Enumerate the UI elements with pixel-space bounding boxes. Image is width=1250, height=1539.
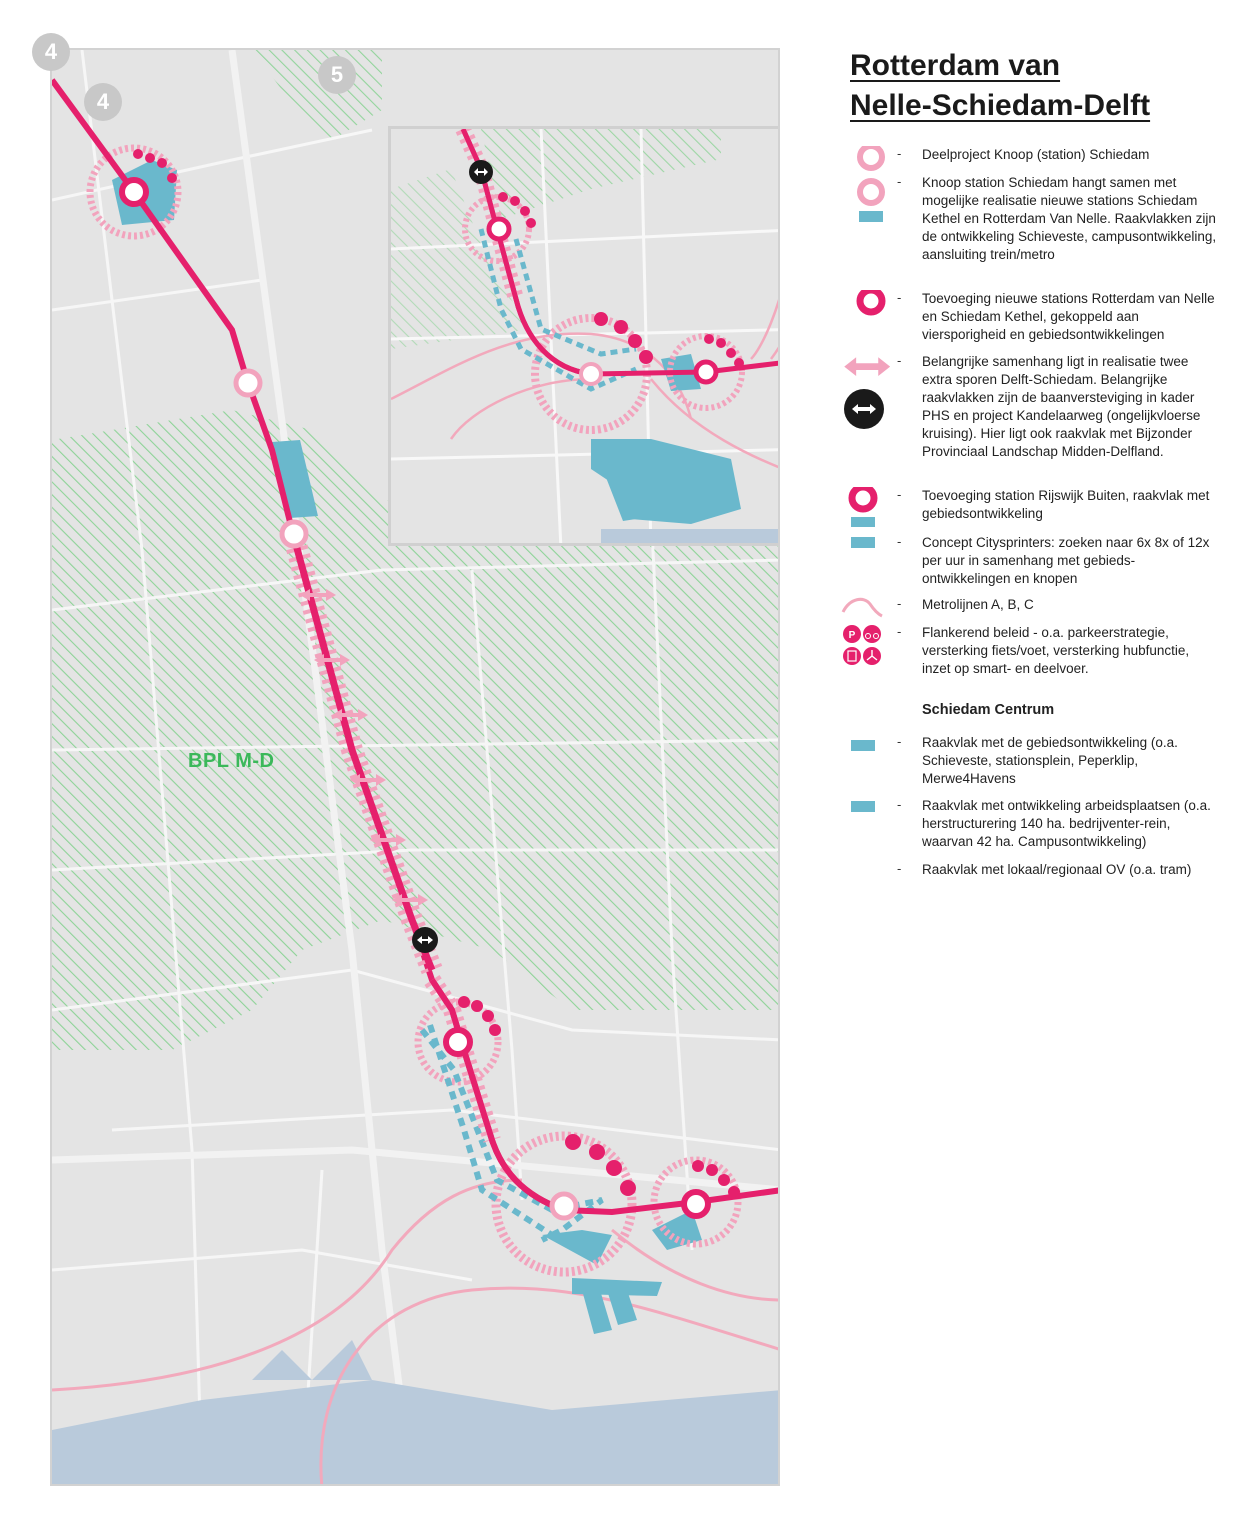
station-kethel <box>446 1030 470 1054</box>
crossing-icon-main <box>412 927 438 953</box>
inset-map-canvas <box>391 129 780 546</box>
section-badge-4: 4 <box>84 83 122 121</box>
section-badge-5: 5 <box>318 56 356 94</box>
double-arrow-and-crossing-icon <box>840 353 890 433</box>
bicycle-icon <box>863 625 881 643</box>
metro-line-icon <box>840 596 890 618</box>
inset-harbour <box>601 529 780 546</box>
main-map[interactable] <box>50 48 780 1486</box>
landscape-area-label: BPL M-D <box>188 750 275 772</box>
inset-map[interactable] <box>388 126 780 546</box>
blue-block-icon <box>840 734 890 752</box>
magenta-ring-icon <box>840 290 890 316</box>
legend-subheading: Schiedam Centrum <box>922 702 1055 718</box>
smart-mobility-icon <box>843 647 861 665</box>
open-ring-light-pink-icon <box>840 146 890 172</box>
inset-station-schiedam <box>581 364 601 384</box>
legend-title: Rotterdam van Nelle-Schiedam-Delft <box>850 49 1151 122</box>
blue-block-icon <box>840 797 890 815</box>
ring-and-blue-block-icon <box>840 174 890 224</box>
inset-station-van-nelle <box>696 362 716 382</box>
magenta-ring-blue-block-icon <box>840 487 890 527</box>
section-badge-4-outer: 4 <box>32 33 70 71</box>
policy-icons-group <box>840 624 890 668</box>
station-van-nelle <box>684 1192 708 1216</box>
station-new-north <box>122 180 146 204</box>
svg-text:P: P <box>848 630 856 641</box>
blue-block-icon <box>840 534 890 552</box>
station-existing-delft-south <box>236 371 260 395</box>
station-schiedam <box>552 1194 576 1218</box>
station-existing-delft-campus <box>282 522 306 546</box>
inset-station-kethel <box>489 219 509 239</box>
inset-crossing-icon <box>469 160 493 184</box>
